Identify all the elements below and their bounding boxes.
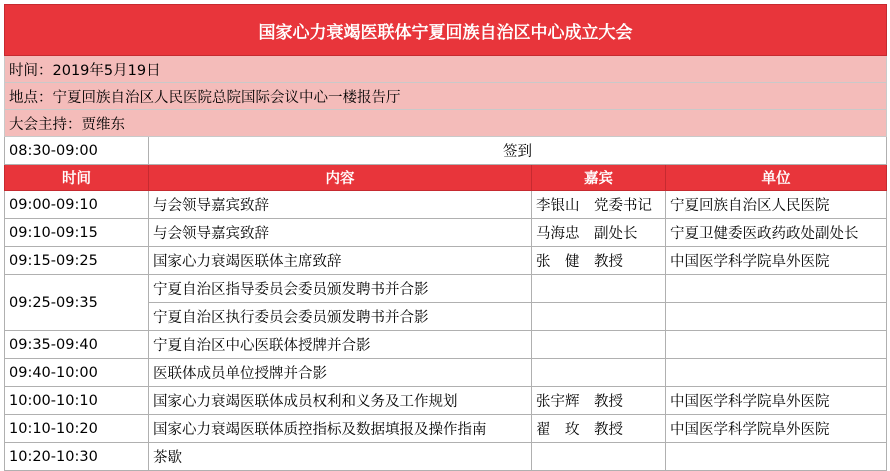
- table-row: [5, 415, 887, 443]
- row-content: 国家心力衰竭医联体成员权利和义务及工作规划: [149, 387, 532, 415]
- signin-row: [5, 137, 887, 165]
- table-header: [5, 165, 887, 191]
- signin-label: 签到: [149, 137, 887, 165]
- table-row: [5, 359, 887, 387]
- event-host: 大会主持：贾维东: [5, 110, 887, 137]
- row-guest: 李银山 党委书记: [532, 191, 666, 219]
- row-time: 09:25-09:35: [5, 275, 149, 331]
- row-unit: 中国医学科学院阜外医院: [666, 387, 887, 415]
- row-time: 10:10-10:20: [5, 415, 149, 443]
- page-title: 国家心力衰竭医联体宁夏回族自治区中心成立大会: [5, 5, 887, 56]
- table-row: [5, 331, 887, 359]
- row-unit: 宁夏卫健委医政药政处副处长: [666, 219, 887, 247]
- row-unit: [666, 359, 887, 387]
- signin-time: 08:30-09:00: [5, 137, 149, 165]
- row-guest: [532, 359, 666, 387]
- row-unit: 宁夏回族自治区人民医院: [666, 191, 887, 219]
- row-guest: 张宇辉 教授: [532, 387, 666, 415]
- row-content: 茶歇: [149, 443, 532, 471]
- table-row: [5, 219, 887, 247]
- row-content: 国家心力衰竭医联体质控指标及数据填报及操作指南: [149, 415, 532, 443]
- table-row: [5, 191, 887, 219]
- table-row: [5, 443, 887, 471]
- row-guest: 马海忠 副处长: [532, 219, 666, 247]
- table-row: [5, 387, 887, 415]
- info-row-location: [5, 83, 887, 110]
- row-unit: 中国医学科学院阜外医院: [666, 247, 887, 275]
- info-row-time: [5, 56, 887, 83]
- row-unit: 中国医学科学院阜外医院: [666, 415, 887, 443]
- row-time: 09:15-09:25: [5, 247, 149, 275]
- row-time: 09:40-10:00: [5, 359, 149, 387]
- row-content: 宁夏自治区指导委员会委员颁发聘书并合影: [149, 275, 532, 303]
- header-unit: 单位: [666, 165, 887, 191]
- row-time: 10:00-10:10: [5, 387, 149, 415]
- row-content: 国家心力衰竭医联体主席致辞: [149, 247, 532, 275]
- row-unit: [666, 331, 887, 359]
- row-guest: 张 健 教授: [532, 247, 666, 275]
- row-content: 与会领导嘉宾致辞: [149, 219, 532, 247]
- title-row: [5, 5, 887, 56]
- info-row-host: [5, 110, 887, 137]
- event-time: 时间：2019年5月19日: [5, 56, 887, 83]
- header-time: 时间: [5, 165, 149, 191]
- row-content: 医联体成员单位授牌并合影: [149, 359, 532, 387]
- row-unit: [666, 303, 887, 331]
- row-time: 10:20-10:30: [5, 443, 149, 471]
- row-time: 09:00-09:10: [5, 191, 149, 219]
- row-unit: [666, 443, 887, 471]
- row-guest: [532, 331, 666, 359]
- row-guest: 翟 玫 教授: [532, 415, 666, 443]
- event-location: 地点：宁夏回族自治区人民医院总院国际会议中心一楼报告厅: [5, 83, 887, 110]
- header-content: 内容: [149, 165, 532, 191]
- row-content: 宁夏自治区中心医联体授牌并合影: [149, 331, 532, 359]
- row-content: 与会领导嘉宾致辞: [149, 191, 532, 219]
- header-guest: 嘉宾: [532, 165, 666, 191]
- row-guest: [532, 443, 666, 471]
- agenda-table: [4, 4, 887, 471]
- row-time: 09:35-09:40: [5, 331, 149, 359]
- table-row: [5, 275, 887, 303]
- row-unit: [666, 275, 887, 303]
- row-guest: [532, 275, 666, 303]
- row-guest: [532, 303, 666, 331]
- row-time: 09:10-09:15: [5, 219, 149, 247]
- table-row: [5, 247, 887, 275]
- row-content: 宁夏自治区执行委员会委员颁发聘书并合影: [149, 303, 532, 331]
